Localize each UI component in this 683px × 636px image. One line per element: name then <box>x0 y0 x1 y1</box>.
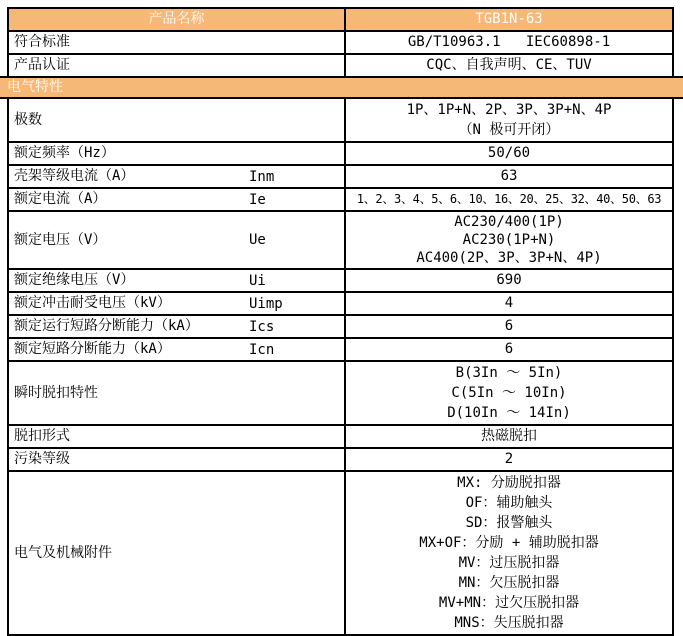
spec-value-cell <box>346 270 672 291</box>
spec-label-cell <box>9 316 346 337</box>
spec-label: 电气及机械附件 <box>14 544 112 561</box>
spec-value: MNS：失压脱扣器 <box>454 615 564 631</box>
spec-value-cell <box>346 339 672 360</box>
table-row-frame-current <box>7 166 674 189</box>
spec-value: 6 <box>504 318 514 334</box>
table-row-instantaneous-trip <box>7 362 674 426</box>
spec-value-cell <box>346 143 672 164</box>
spec-value-cell <box>346 32 672 53</box>
spec-label-cell <box>9 449 346 470</box>
spec-value: CQC、自我声明、CE、TUV <box>426 57 592 73</box>
spec-label: 脱扣形式 <box>14 428 70 444</box>
table-row-ultimate-breaking-capacity <box>7 339 674 362</box>
spec-value: 热磁脱扣 <box>481 428 537 444</box>
spec-symbol: Inm <box>249 168 275 185</box>
spec-value: D(10In ～ 14In) <box>447 405 571 421</box>
table-row-poles <box>7 99 674 143</box>
table-row-standards <box>7 32 674 55</box>
spec-value: AC230/400(1P) <box>454 214 564 230</box>
spec-value: 4 <box>504 295 514 311</box>
table-header-row <box>7 7 674 32</box>
spec-symbol: Ue <box>249 232 266 248</box>
product-model-header-cell <box>346 9 672 30</box>
spec-label: 额定绝缘电压（V） <box>14 272 135 288</box>
spec-value: 63 <box>500 168 518 184</box>
spec-label-cell <box>9 212 346 268</box>
spec-value: （N 极可开闭） <box>458 122 560 138</box>
spec-label-cell <box>9 55 346 76</box>
spec-value: MX+OF：分励 + 辅助脱扣器 <box>419 535 599 551</box>
spec-label: 额定频率（Hz） <box>14 145 115 161</box>
spec-label-cell <box>9 32 346 53</box>
spec-value-cell <box>346 449 672 470</box>
spec-label-cell <box>9 472 346 634</box>
spec-value: SD：报警触头 <box>465 515 553 531</box>
spec-label: 额定运行短路分断能力（kA） <box>14 318 199 334</box>
spec-value-cell <box>346 212 672 268</box>
spec-value: OF：辅助触头 <box>465 495 553 511</box>
table-row-rated-voltage <box>7 212 674 270</box>
spec-value-cell <box>346 426 672 447</box>
spec-value: 1P、1P+N、2P、3P、3P+N、4P <box>406 102 612 118</box>
spec-symbol: Icn <box>249 341 275 358</box>
spec-value: 1、2、3、4、5、6、10、16、20、25、32、40、50、63 <box>356 192 662 206</box>
spec-label-cell <box>9 99 346 141</box>
spec-label: 产品认证 <box>14 57 70 73</box>
product-model-value: TGB1N-63 <box>475 11 543 27</box>
table-row-insulation-voltage <box>7 270 674 293</box>
table-row-rated-current <box>7 189 674 212</box>
spec-label: 壳架等级电流（A） <box>14 168 135 184</box>
table-row-pollution-degree <box>7 449 674 472</box>
spec-value: 2 <box>504 451 514 467</box>
spec-value-cell <box>346 166 672 187</box>
spec-symbol: Ics <box>249 318 275 335</box>
spec-label: 额定电压（V） <box>14 231 107 248</box>
spec-value: 50/60 <box>487 145 531 161</box>
spec-label: 额定短路分断能力（kA） <box>14 341 171 357</box>
table-row-rated-frequency <box>7 143 674 166</box>
spec-value-cell <box>346 189 672 210</box>
spec-label: 极数 <box>14 111 42 128</box>
spec-value: MV+MN：过欠压脱扣器 <box>438 595 580 611</box>
table-row-certifications <box>7 55 674 76</box>
spec-symbol: Uimp <box>249 295 283 312</box>
spec-label-cell <box>9 426 346 447</box>
spec-label: 符合标准 <box>14 34 70 50</box>
spec-label: 额定冲击耐受电压（kV） <box>14 295 171 311</box>
spec-label-cell <box>9 362 346 424</box>
table-row-trip-type <box>7 426 674 449</box>
spec-value-cell <box>346 55 672 76</box>
spec-label-cell <box>9 339 346 360</box>
spec-value: GB/T10963.1 IEC60898-1 <box>407 34 611 50</box>
spec-value: 6 <box>504 341 514 357</box>
spec-label: 额定电流（A） <box>14 191 107 207</box>
spec-value-cell <box>346 362 672 424</box>
table-row-accessories <box>7 472 674 636</box>
spec-table <box>7 7 674 636</box>
spec-symbol: Ui <box>249 272 266 289</box>
spec-value: AC400(2P、3P、3P+N、4P) <box>416 250 602 266</box>
spec-value-cell <box>346 99 672 141</box>
section-bar-electrical-characteristics <box>0 76 683 99</box>
spec-value: MN：欠压脱扣器 <box>458 575 560 591</box>
product-name-header-cell <box>9 9 346 30</box>
section-bar-label: 电气特性 <box>7 79 63 95</box>
spec-label-cell <box>9 293 346 314</box>
spec-value-cell <box>346 472 672 634</box>
spec-value: MX: 分励脱扣器 <box>457 475 561 491</box>
spec-symbol: Ie <box>249 191 266 208</box>
spec-label-cell <box>9 270 346 291</box>
table-row-impulse-voltage <box>7 293 674 316</box>
spec-value: C(5In ～ 10In) <box>451 385 567 401</box>
spec-label: 瞬时脱扣特性 <box>14 384 98 401</box>
table-row-service-breaking-capacity <box>7 316 674 339</box>
spec-label-cell <box>9 166 346 187</box>
spec-value: AC230(1P+N) <box>462 232 556 248</box>
spec-label: 污染等级 <box>14 451 70 467</box>
spec-value: MV：过压脱扣器 <box>458 555 560 571</box>
spec-value: B(3In ～ 5In) <box>455 365 563 381</box>
product-name-header-label: 产品名称 <box>148 11 205 27</box>
spec-value-cell <box>346 316 672 337</box>
spec-label-cell <box>9 189 346 210</box>
spec-value-cell <box>346 293 672 314</box>
spec-label-cell <box>9 143 346 164</box>
spec-value: 690 <box>496 272 522 288</box>
